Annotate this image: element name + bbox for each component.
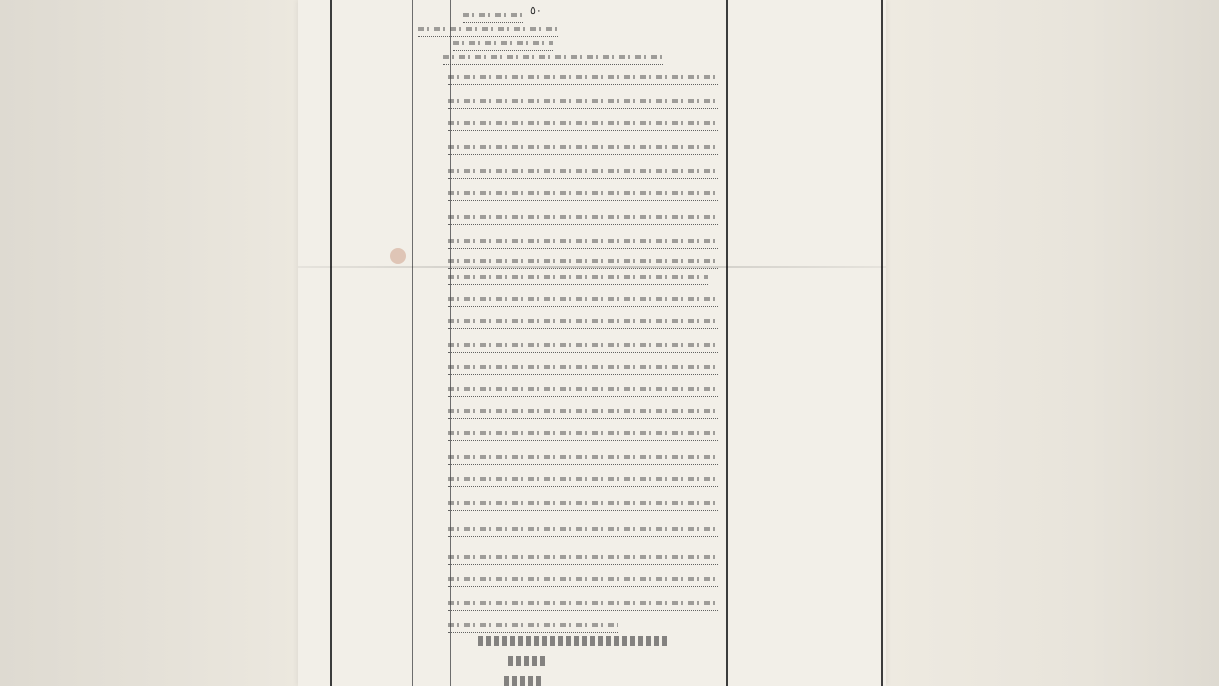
handwritten-line [448, 142, 718, 155]
signature-line-1 [478, 636, 668, 646]
handwritten-line [448, 524, 718, 537]
handwritten-line [448, 452, 718, 465]
paper-stain [390, 248, 406, 264]
handwritten-line [448, 212, 718, 225]
blurred-left-background [0, 0, 298, 686]
handwritten-line [448, 474, 718, 487]
inner-margin-rule [412, 0, 413, 686]
handwritten-line [443, 52, 663, 65]
handwritten-line [448, 340, 718, 353]
left-margin-rule [330, 0, 332, 686]
handwritten-line [448, 428, 718, 441]
handwritten-line [453, 38, 553, 51]
handwritten-line [448, 96, 718, 109]
handwritten-line [463, 10, 523, 23]
header-number: ٥٠ [530, 4, 542, 17]
right-margin-rule [881, 0, 883, 686]
handwritten-line [448, 118, 718, 131]
handwritten-line [448, 272, 708, 285]
right-column-rule [726, 0, 728, 686]
handwritten-line [448, 236, 718, 249]
document-page [298, 0, 886, 686]
blurred-right-background [886, 0, 1219, 686]
handwritten-line [448, 188, 718, 201]
handwritten-line [448, 256, 718, 269]
handwritten-line [448, 362, 718, 375]
handwritten-line [448, 574, 718, 587]
handwritten-line [448, 316, 718, 329]
signature-line-3 [504, 676, 544, 686]
handwritten-line [448, 552, 718, 565]
handwritten-line [448, 72, 718, 85]
signature-line-2 [508, 656, 548, 666]
handwritten-line [448, 598, 718, 611]
handwritten-line [448, 294, 718, 307]
handwritten-line [448, 384, 718, 397]
handwritten-line [448, 498, 718, 511]
handwritten-line [418, 24, 558, 37]
handwritten-line [448, 620, 618, 633]
handwritten-line [448, 406, 718, 419]
handwritten-line [448, 166, 718, 179]
